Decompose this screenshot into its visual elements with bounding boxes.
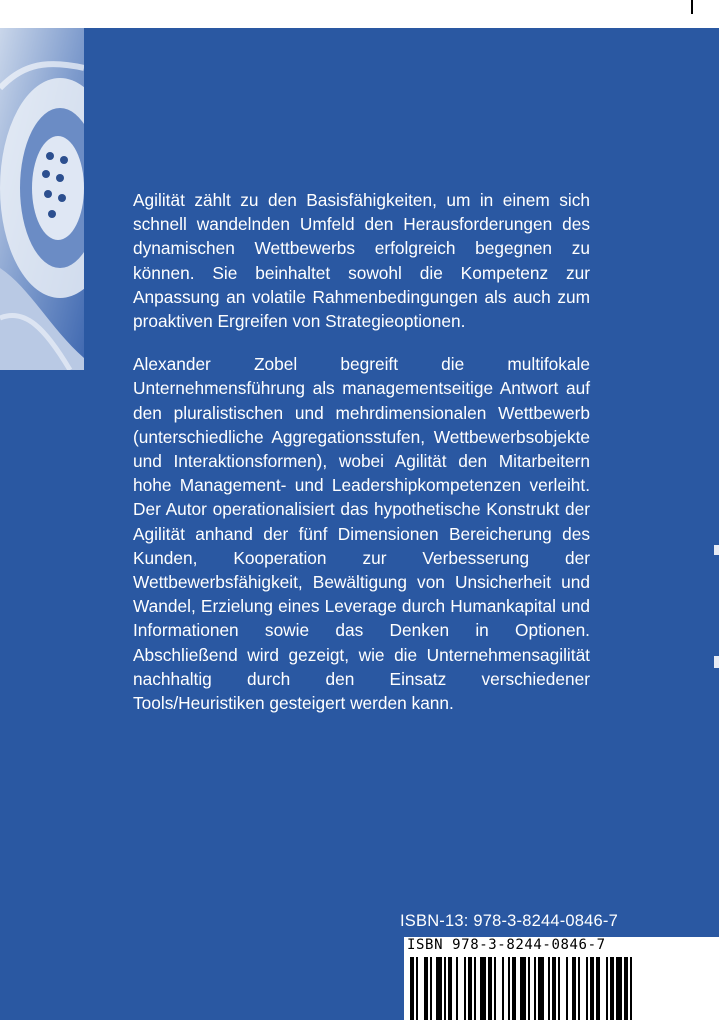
barcode-bar: [552, 957, 556, 1020]
barcode-bar: [464, 957, 466, 1020]
barcode-bar: [528, 957, 530, 1020]
cover-photo: [0, 28, 84, 370]
barcode-digits: ISBN 978-3-8244-0846-7: [407, 937, 606, 953]
barcode-bar: [430, 957, 432, 1020]
blurb-paragraph-1: Agilität zählt zu den Basisfähigkeiten, um in einem sich schnell wandelnden Umfeld den Herausforderungen des dynamischen Wettbewerbs erfolgreich begegnen zu können. Sie beinhaltet sowohl die Kompetenz zur Anpassung an volatile Rahmenbedingungen als auch zum proaktiven Ergreifen von Strategieoptionen.: [133, 190, 590, 332]
edge-mark: [714, 656, 719, 668]
abstract-photo-icon: [0, 28, 84, 370]
edge-mark: [714, 545, 719, 555]
barcode-bar: [444, 957, 446, 1020]
barcode-bar: [448, 957, 452, 1020]
barcode-bar: [548, 957, 550, 1020]
isbn-label: ISBN-13: 978-3-8244-0846-7: [400, 912, 618, 930]
barcode-bar: [488, 957, 492, 1020]
blurb-paragraph-2: Alexander Zobel begreift die multifokale Unternehmensführung als managementseitige Antwort auf den pluralistischen und mehrdimensionalen Wettbewerb (unterschiedliche Aggregationsstufen, Wettbewerbsobjekte und Interaktionsformen), wobei Agilität den Mitarbeitern hohe Management- und Leadershipkompetenzen verleiht. Der Autor operationalisiert das hypothetische Konstrukt der Agilität anhand der fünf Dimensionen Bereicherung des Kunden, Kooperation zur Verbesserung der Wettbewerbsfähigkeit, Bewältigung von Unsicherheit und Wandel, Erzielung eines Leverage durch Humankapital und Informationen sowie das Denken in Optionen. Abschließend wird gezeigt, wie die Unternehmensagilität nachhaltig durch den Einsatz verschiedener Tools/Heuristiken gesteigert werden kann.: [133, 354, 590, 714]
barcode-bar: [596, 957, 600, 1020]
barcode-bar: [494, 957, 496, 1020]
barcode-bar: [424, 957, 428, 1020]
barcode-bar: [558, 957, 560, 1020]
barcode-bar: [590, 957, 594, 1020]
barcode-bar: [534, 957, 536, 1020]
barcode-bar: [578, 957, 580, 1020]
barcode-bar: [566, 957, 568, 1020]
barcode-bar: [502, 957, 504, 1020]
barcode-bar: [456, 957, 458, 1020]
barcode-bar: [538, 957, 544, 1020]
barcode-bar: [606, 957, 608, 1020]
barcode-bar: [624, 957, 628, 1020]
barcode-bar: [474, 957, 476, 1020]
barcode-bar: [508, 957, 510, 1020]
barcode: [404, 937, 719, 1020]
barcode-bar: [416, 957, 418, 1020]
barcode-bar: [572, 957, 576, 1020]
barcode-bar: [610, 957, 614, 1020]
back-cover: [0, 28, 719, 1020]
barcode-bar: [436, 957, 442, 1020]
barcode-bar: [630, 957, 632, 1020]
barcode-bar: [520, 957, 526, 1020]
barcode-bars: [406, 957, 717, 1020]
barcode-bar: [480, 957, 486, 1020]
barcode-bar: [468, 957, 472, 1020]
barcode-bar: [586, 957, 588, 1020]
barcode-bar: [616, 957, 622, 1020]
barcode-bar: [410, 957, 414, 1020]
crop-mark: [691, 0, 693, 14]
blurb: [133, 188, 590, 734]
barcode-bar: [512, 957, 516, 1020]
